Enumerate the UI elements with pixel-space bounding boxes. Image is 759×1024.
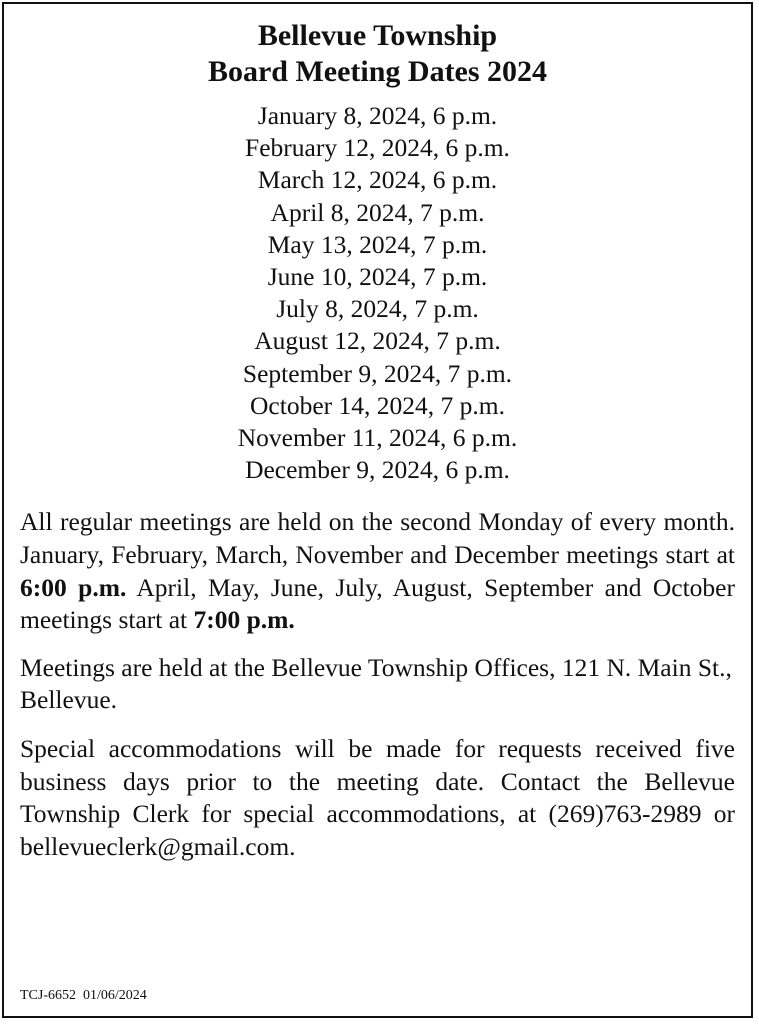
- meeting-date-item: July 8, 2024, 7 p.m.: [276, 294, 479, 324]
- meeting-date-item: November 11, 2024, 6 p.m.: [237, 423, 518, 453]
- meeting-date-item: December 9, 2024, 6 p.m.: [245, 455, 510, 485]
- title-line-2: Board Meeting Dates 2024: [207, 55, 548, 88]
- meeting-date-item: March 12, 2024, 6 p.m.: [257, 165, 498, 195]
- early-start-time: 6:00 p.m.: [20, 572, 127, 602]
- meeting-date-item: June 10, 2024, 7 p.m.: [267, 262, 488, 292]
- meeting-date-item: April 8, 2024, 7 p.m.: [270, 197, 485, 227]
- meeting-date-item: September 9, 2024, 7 p.m.: [242, 358, 513, 388]
- schedule-paragraph: [20, 506, 735, 636]
- location-paragraph: Meetings are held at the Bellevue Township Offices, 121 N. Main St., Bellevue.: [20, 652, 732, 715]
- meeting-date-list: [4, 100, 751, 486]
- meeting-date-item: February 12, 2024, 6 p.m.: [245, 133, 510, 163]
- schedule-text-a: All regular meetings are held on the second Monday of every month. January, February, March, November and December meetings start at: [20, 507, 735, 570]
- meeting-date-item: January 8, 2024, 6 p.m.: [257, 101, 498, 130]
- schedule-text-b: April, May, June, July, August, September and October meetings start at: [20, 572, 735, 635]
- title-line-1: Bellevue Township: [257, 19, 498, 52]
- meeting-date-item: August 12, 2024, 7 p.m.: [254, 326, 501, 356]
- notice-title: [4, 18, 751, 90]
- late-start-time: 7:00 p.m.: [193, 605, 295, 635]
- notice-reference-code: TCJ-6652 01/06/2024: [20, 988, 147, 1003]
- accommodations-paragraph: Special accommodations will be made for requests received five business days prior to the meeting date. Contact the Bellevue Township Clerk for special accommodations, at (269)763-2989 or bellevueclerk@gmail.com.: [20, 734, 735, 861]
- meeting-date-item: May 13, 2024, 7 p.m.: [267, 229, 488, 259]
- public-notice: [2, 2, 753, 1018]
- meeting-date-item: October 14, 2024, 7 p.m.: [250, 390, 505, 420]
